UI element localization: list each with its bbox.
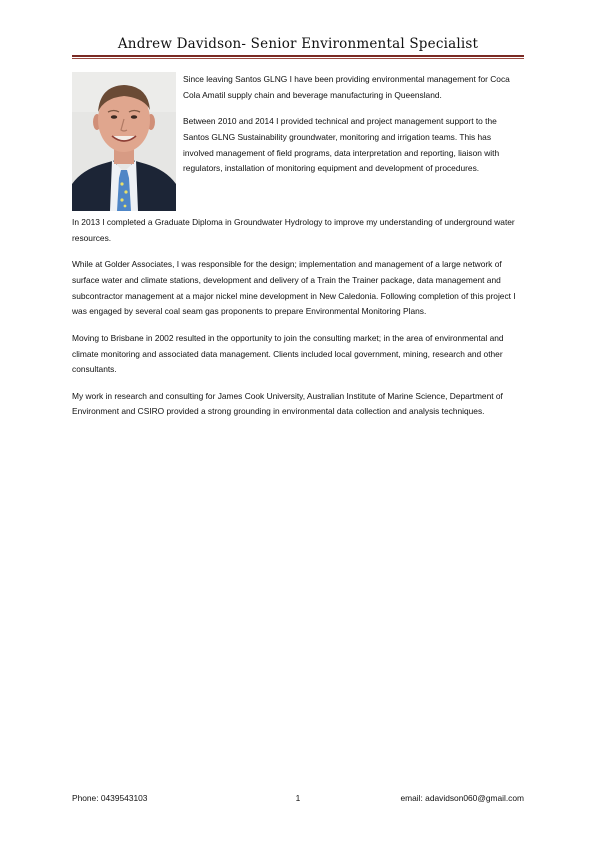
intro-text bbox=[183, 72, 523, 188]
header-rule-thin bbox=[72, 58, 524, 59]
footer-email: email: adavidson060@gmail.com bbox=[400, 793, 524, 803]
body-paragraph: While at Golder Associates, I was responsible for the design; implementation and management of a large network of surface water and climate stations, development and delivery of a Train the Trainer package, data management and subcontractor management at a major nickel mine development in New Caledonia. Following completion of this project I was engaged by several coal seam gas proponents to prepare Environmental Monitoring Plans. bbox=[72, 259, 516, 317]
intro-paragraph: Between 2010 and 2014 I provided technical and project management support to the Santos GLNG Sustainability groundwater, monitoring and irrigation teams. This has involved management of field programs, data interpretation and reporting, liaison with regulators, installation of monitoring equipment and development of procedures. bbox=[183, 116, 500, 174]
portrait-photo bbox=[72, 72, 176, 211]
footer-page-number: 1 bbox=[295, 793, 301, 803]
footer-phone: Phone: 0439543103 bbox=[72, 793, 148, 803]
intro-paragraph: Since leaving Santos GLNG I have been providing environmental management for Coca Cola Amatil supply chain and beverage manufacturing in Queensland. bbox=[183, 74, 510, 100]
body-paragraph: My work in research and consulting for James Cook University, Australian Institute of Marine Science, Department of Environment and CSIRO provided a strong grounding in environmental data collection and analysis techniques. bbox=[72, 390, 503, 417]
body-paragraph: Moving to Brisbane in 2002 resulted in the opportunity to join the consulting market; in the area of environmental and climate monitoring and associated data management. Clients included local government, mining, research and other consultants. bbox=[72, 332, 504, 375]
body-paragraph: In 2013 I completed a Graduate Diploma in Groundwater Hydrology to improve my understanding of underground water resources. bbox=[72, 217, 515, 243]
page-title: Andrew Davidson- Senior Environmental Specialist bbox=[117, 36, 479, 52]
header-rule-thick bbox=[72, 55, 524, 57]
body-text bbox=[72, 215, 524, 431]
page-footer bbox=[72, 793, 524, 807]
